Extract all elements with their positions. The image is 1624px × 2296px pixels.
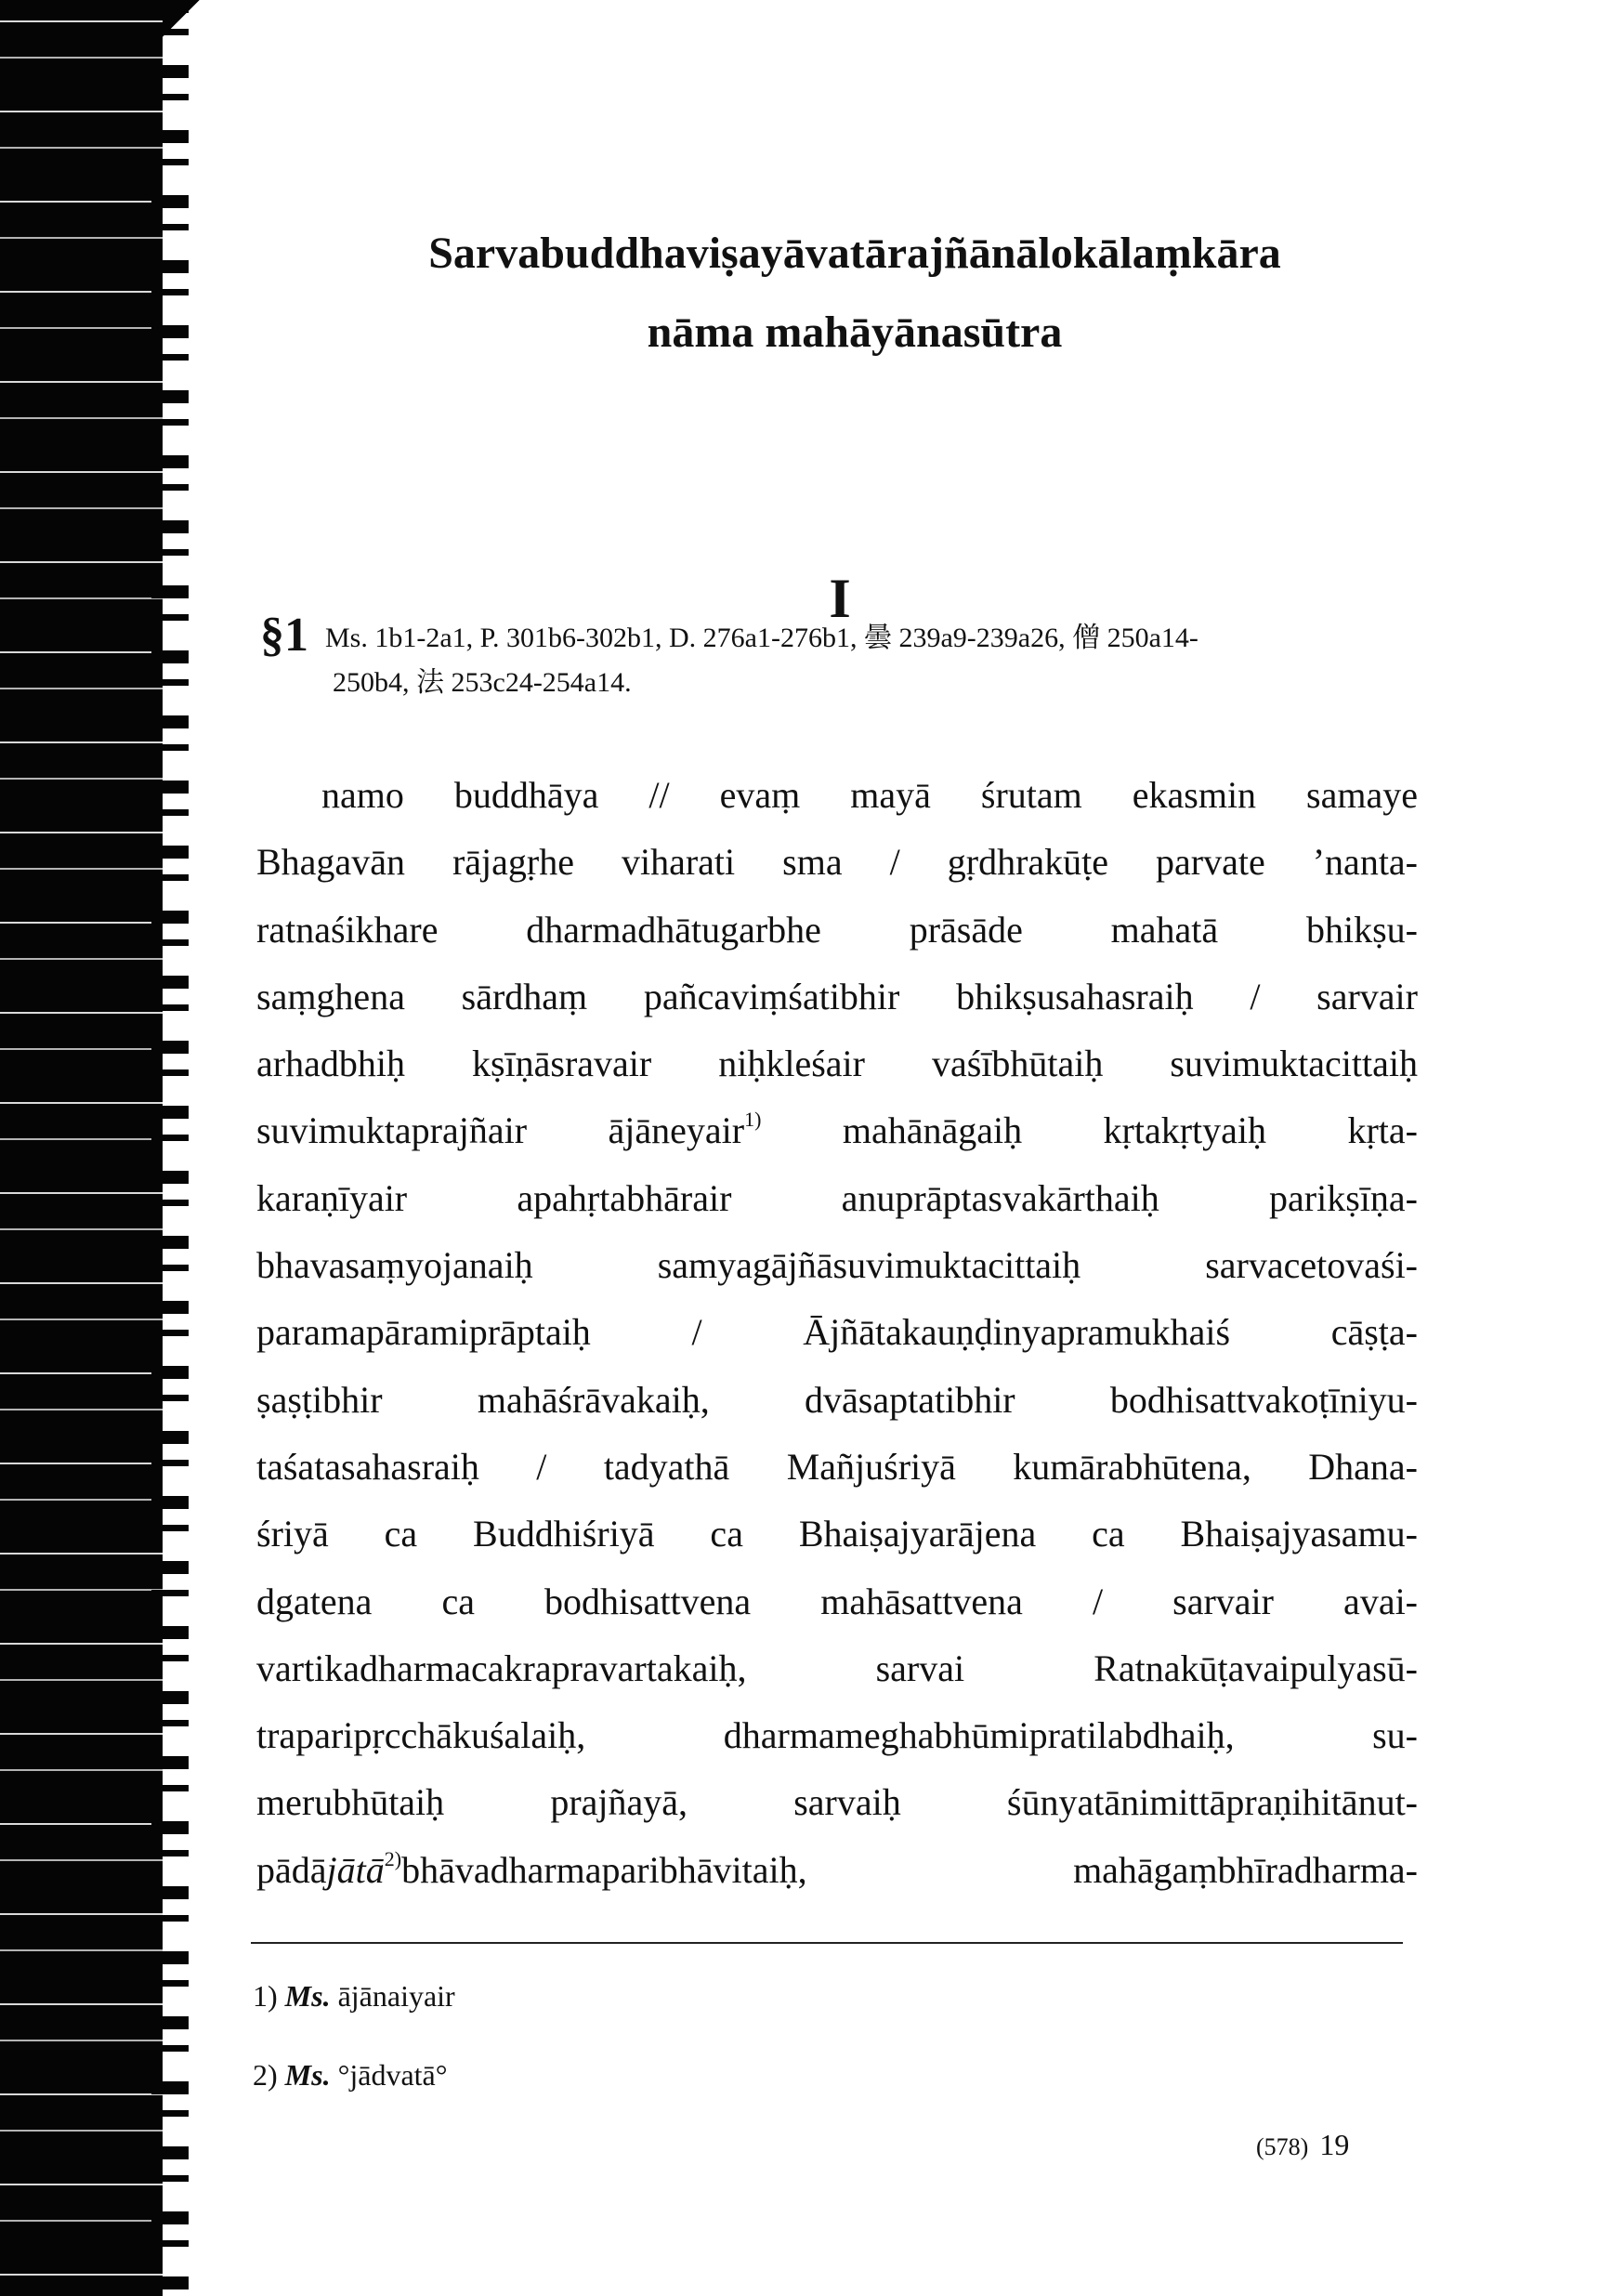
text-line: karaṇīyair apahṛtabhārair anuprāptasvakārthaiḥ parikṣīṇa- (256, 1176, 1418, 1219)
footnote-ms: Ms. (284, 1979, 331, 2013)
footnote-number: 1) (253, 1979, 278, 2013)
text-line: śriyā ca Buddhiśriyā ca Bhaiṣajyarājena ca Bhaiṣajyasamu- (256, 1513, 1418, 1555)
footnote-ref-1: 1) (744, 1108, 762, 1132)
reference-line2: 250b4, 法 253c24-254a14. (333, 667, 632, 698)
text-segment: pādā (256, 1848, 327, 1891)
footnote-text: ājānaiyair (337, 1979, 455, 2013)
footnote-text: °jādvatā° (337, 2058, 448, 2092)
text-line (256, 1837, 1418, 1904)
page-bracket-number: (578) (1256, 2133, 1309, 2160)
body-text (256, 762, 1418, 1904)
binding-corner (163, 0, 200, 56)
footnote-divider (251, 1942, 1403, 1944)
text-segment: bhāvadharmaparibhāvitaiḥ, mahāgaṃbhīradharma- (401, 1848, 1418, 1891)
text-segment: mahānāgaiḥ kṛtakṛtyaiḥ kṛta- (761, 1109, 1418, 1152)
binding-edge (0, 0, 163, 2296)
page-number (1256, 2128, 1349, 2162)
reference-text1: Ms. 1b1-2a1, P. 301b6-302b1, D. 276a1-276b1, 曇 239a9-239a26, 僧 250a14- (325, 623, 1198, 653)
section-reference (260, 609, 1412, 705)
text-line: Bhagavān rājagṛhe viharati sma / gṛdhrakūṭe parvate ’nanta- (256, 841, 1418, 884)
footnote-ref-2: 2) (384, 1846, 402, 1870)
chapter-number: I (829, 568, 851, 629)
text-line (256, 1097, 1418, 1164)
page-number-value: 19 (1319, 2128, 1350, 2161)
text-line: dgatena ca bodhisattvena mahāsattvena / sarvair avai- (256, 1580, 1418, 1622)
footnote-2 (253, 2058, 448, 2093)
text-line: namo buddhāya // evaṃ mayā śrutam ekasmin samaye (321, 774, 1418, 816)
section-mark: §1 (260, 609, 308, 662)
text-line: ratnaśikhare dharmadhātugarbhe prāsāde mahatā bhikṣu- (256, 908, 1418, 951)
text-line: saṃghena sārdhaṃ pañcaviṃśatibhir bhikṣusahasraiḥ / sarvair (256, 975, 1418, 1017)
footnote-ms: Ms. (284, 2058, 331, 2092)
text-line: vartikadharmacakrapravartakaiḥ, sarvai Ratnakūṭavaipulyasū- (256, 1647, 1418, 1689)
text-segment: suvimuktaprajñair ājāneyair (256, 1109, 745, 1152)
text-line: traparipṛcchākuśalaiḥ, dharmameghabhūmipratilabdhaiḥ, su- (256, 1714, 1418, 1757)
text-line: bhavasaṃyojanaiḥ samyagājñāsuvimuktacittaiḥ sarvacetovaśi- (256, 1244, 1418, 1287)
page-title-line2: nāma mahāyānasūtra (647, 308, 1063, 357)
text-line: merubhūtaiḥ prajñayā, sarvaiḥ śūnyatānimittāpraṇihitānut- (256, 1781, 1418, 1824)
italic-segment: jātā (326, 1848, 385, 1891)
text-line: taśatasahasraiḥ / tadyathā Mañjuśriyā kumārabhūtena, Dhana- (256, 1445, 1418, 1488)
text-line: ṣaṣṭibhir mahāśrāvakaiḥ, dvāsaptatibhir bodhisattvakoṭīniyu- (256, 1378, 1418, 1421)
text-line: paramapāramiprāptaiḥ / Ājñātakauṇḍinyapramukhaiś cāṣṭa- (256, 1311, 1418, 1354)
page-title-line1: Sarvabuddhaviṣayāvatārajñānālokālaṃkāra (428, 229, 1281, 278)
reference-line1 (260, 609, 1412, 662)
text-line: arhadbhiḥ kṣīṇāsravair niḥkleśair vaśībhūtaiḥ suvimuktacittaiḥ (256, 1043, 1418, 1085)
footnote-number: 2) (253, 2058, 278, 2092)
footnote-1 (253, 1979, 455, 2014)
